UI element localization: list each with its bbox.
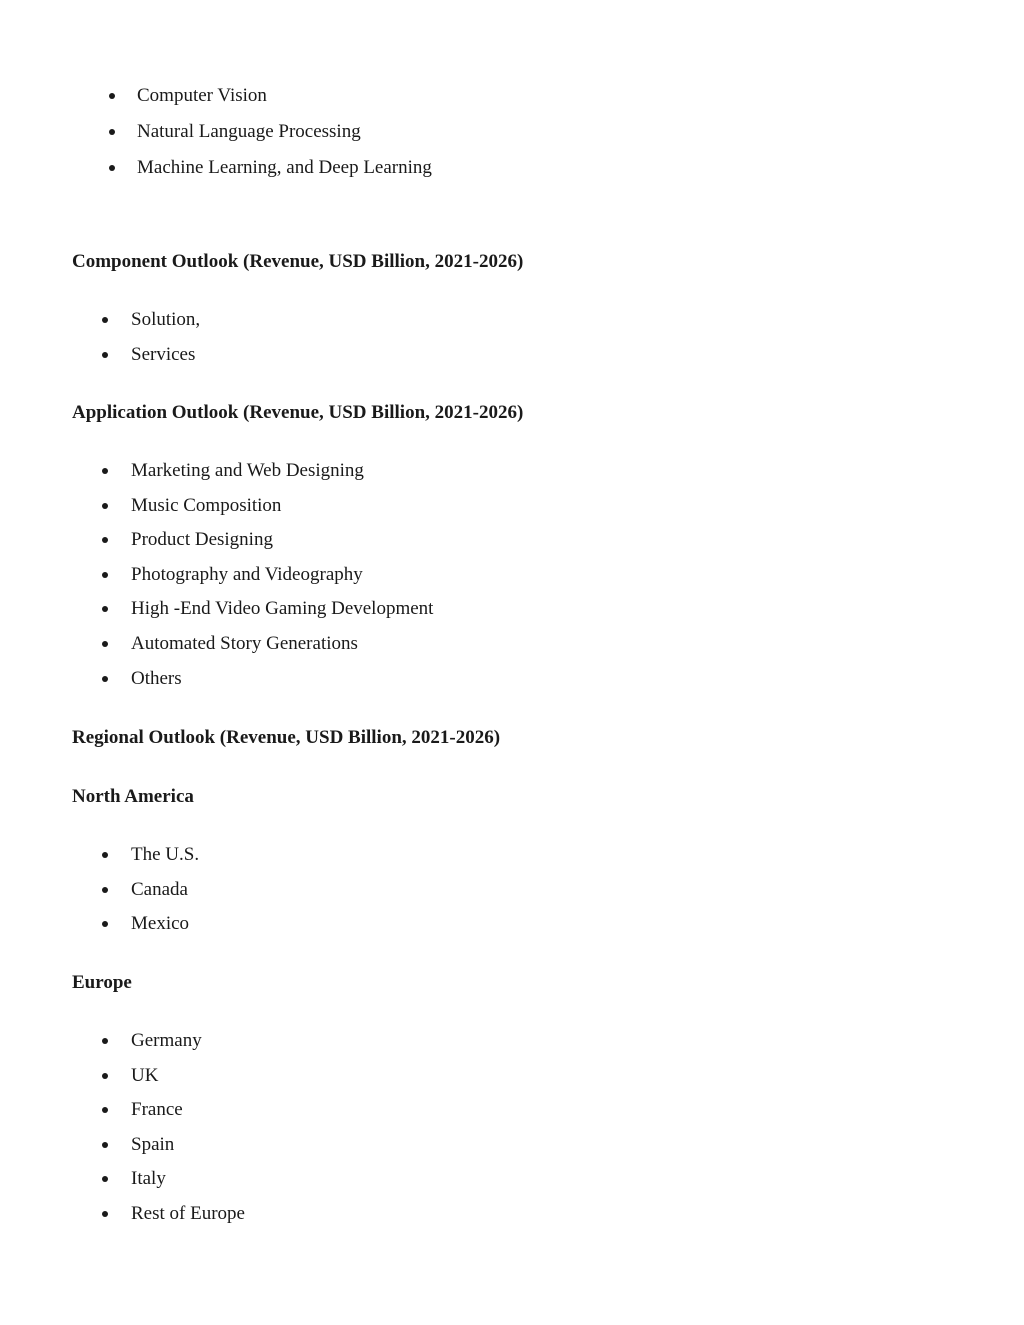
list-item: Marketing and Web Designing — [0, 454, 1024, 489]
bullet-icon — [102, 921, 108, 927]
bullet-icon — [102, 1107, 108, 1113]
bullet-icon — [102, 537, 108, 543]
list-item: Photography and Videography — [0, 558, 1024, 593]
list-item: Others — [0, 662, 1024, 697]
europe-list — [0, 1024, 1024, 1232]
bullet-icon — [102, 503, 108, 509]
bullet-icon — [109, 165, 115, 171]
bullet-icon — [109, 93, 115, 99]
bullet-icon — [102, 887, 108, 893]
list-item: Rest of Europe — [0, 1197, 1024, 1232]
list-item: Spain — [0, 1128, 1024, 1163]
list-item: The U.S. — [0, 838, 1024, 873]
bullet-icon — [102, 1038, 108, 1044]
north-america-heading: North America — [72, 786, 194, 807]
europe-heading: Europe — [72, 972, 132, 993]
application-list — [0, 454, 1024, 696]
list-item: Computer Vision — [0, 78, 1024, 114]
bullet-icon — [102, 352, 108, 358]
list-item: France — [0, 1093, 1024, 1128]
list-item: Mexico — [0, 907, 1024, 942]
bullet-icon — [102, 1176, 108, 1182]
bullet-icon — [102, 1211, 108, 1217]
bullet-icon — [102, 641, 108, 647]
bullet-icon — [109, 129, 115, 135]
list-item: Italy — [0, 1162, 1024, 1197]
list-item: Machine Learning, and Deep Learning — [0, 150, 1024, 186]
list-item: Germany — [0, 1024, 1024, 1059]
component-outlook-heading: Component Outlook (Revenue, USD Billion, 2021-2026) — [72, 251, 524, 272]
regional-outlook-heading: Regional Outlook (Revenue, USD Billion, 2021-2026) — [72, 727, 501, 748]
application-outlook-heading: Application Outlook (Revenue, USD Billion, 2021-2026) — [72, 402, 524, 423]
component-list — [0, 303, 1024, 372]
bullet-icon — [102, 468, 108, 474]
bullet-icon — [102, 572, 108, 578]
list-item: High -End Video Gaming Development — [0, 592, 1024, 627]
bullet-icon — [102, 1142, 108, 1148]
list-item: Music Composition — [0, 489, 1024, 524]
list-item: Natural Language Processing — [0, 114, 1024, 150]
bullet-icon — [102, 317, 108, 323]
bullet-icon — [102, 1073, 108, 1079]
list-item: Services — [0, 338, 1024, 373]
list-item: Canada — [0, 873, 1024, 908]
bullet-icon — [102, 852, 108, 858]
list-item: Product Designing — [0, 523, 1024, 558]
north-america-list — [0, 838, 1024, 942]
list-item: Automated Story Generations — [0, 627, 1024, 662]
bullet-icon — [102, 606, 108, 612]
technology-list — [0, 78, 1024, 186]
list-item: UK — [0, 1059, 1024, 1094]
bullet-icon — [102, 676, 108, 682]
list-item: Solution, — [0, 303, 1024, 338]
